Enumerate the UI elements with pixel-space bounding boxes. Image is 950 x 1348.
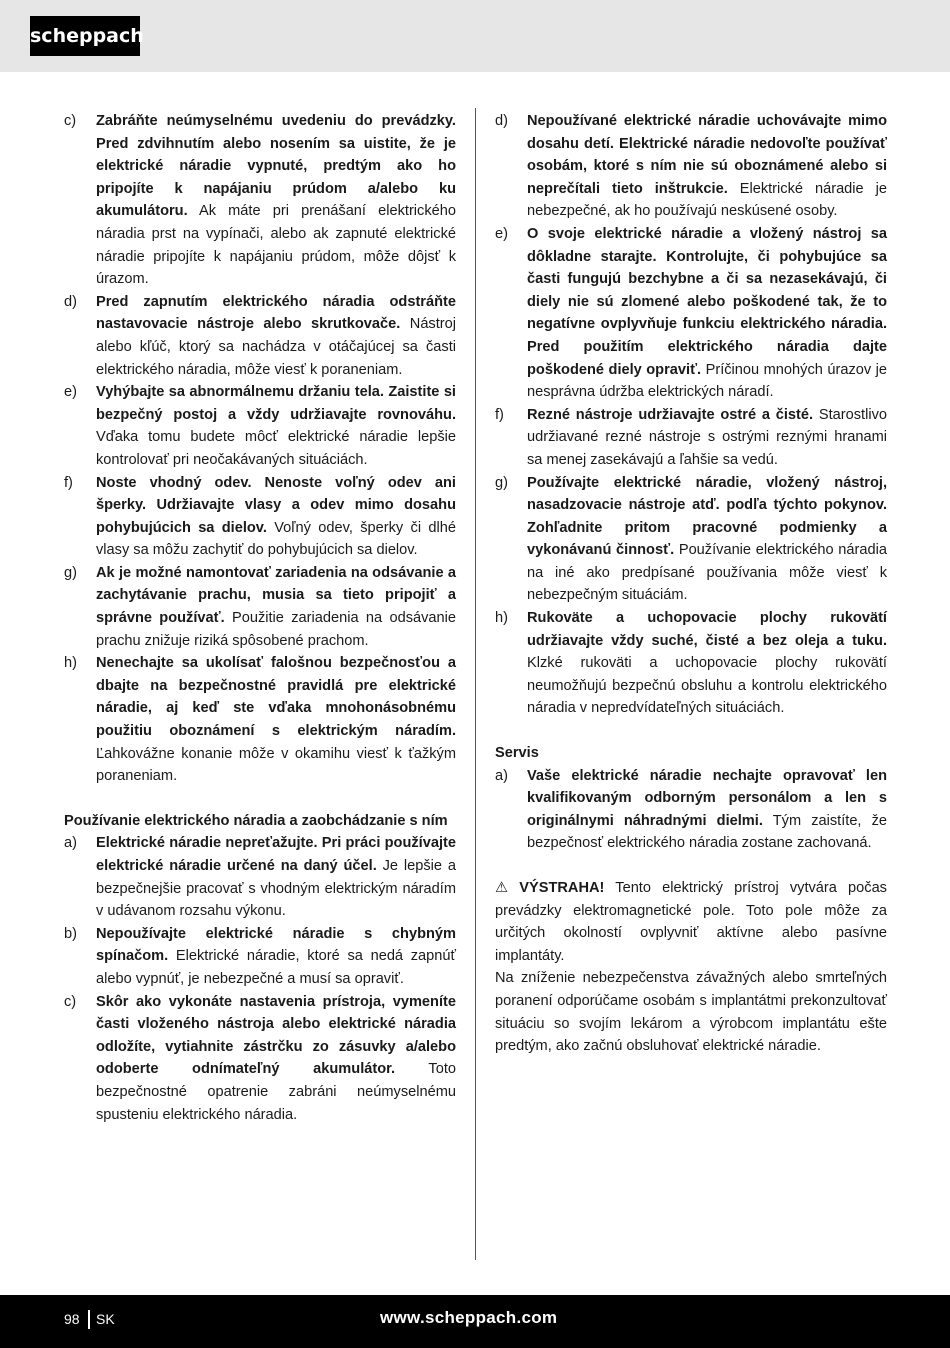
item-label: e) xyxy=(64,384,77,401)
page-number: 98 xyxy=(64,1311,80,1327)
list-item xyxy=(64,652,456,788)
list-item xyxy=(495,223,887,404)
item-body: Nenechajte sa ukolísať falošnou bezpečnosťou a dbajte na bezpečnostné pravidlá pre elektrické náradie, aj keď ste vďaka mnohonásobnému použitiu oboznámení s elektrickým náradím. Ľahkovážne konanie môže v okamihu viesť k ťažkým poraneniam. xyxy=(96,655,456,785)
list-item xyxy=(495,110,887,223)
list-item xyxy=(495,404,887,472)
list-item xyxy=(64,991,456,1127)
list-item xyxy=(64,923,456,991)
warning-triangle-icon: ⚠ xyxy=(495,880,509,896)
item-body: Vaše elektrické náradie nechajte opravovať len kvalifikovaným odborným personálom a len s originálnymi náhradnými dielmi. Tým zaistíte, že bezpečnosť elektrického náradia zostane zachovaná. xyxy=(527,767,887,852)
item-label: c) xyxy=(64,993,77,1010)
item-body: Rezné nástroje udržiavajte ostré a čisté. Starostlivo udržiavané rezné nástroje s ostrými reznými hranami sa menej zasekávajú a ľahšie sa vedú. xyxy=(527,406,888,468)
spacer xyxy=(495,855,887,877)
header-band xyxy=(0,0,950,72)
list-item xyxy=(495,765,887,855)
item-body: Zabráňte neúmyselnému uvedeniu do prevádzky. Pred zdvihnutím alebo nosením sa uistite, že je elektrické náradie vypnuté, predtým ako ho pripojíte k napájaniu prúdom a/alebo ku akumulátoru. Ak máte pri prenášaní elektrického náradia prst na vypínači, alebo ak zapnuté elektrické náradie pripojíte k napájaniu prúdom, môže dôjsť k úrazom. xyxy=(96,113,456,288)
item-label: g) xyxy=(64,564,77,581)
list-item xyxy=(64,472,456,562)
item-label: a) xyxy=(64,835,77,852)
left-column xyxy=(64,110,456,1126)
item-label: c) xyxy=(64,113,77,129)
item-body: Noste vhodný odev. Nenoste voľný odev ani šperky. Udržiavajte vlasy a odev mimo dosahu pohybujúcich sa dielov. Voľný odev, šperky či dlhé vlasy sa môžu zachytiť do pohybujúcich sa dielov. xyxy=(96,474,457,559)
item-label: h) xyxy=(495,610,508,627)
website-link[interactable]: www.scheppach.com xyxy=(380,1308,558,1327)
list-item xyxy=(495,607,887,720)
item-body: Ak je možné namontovať zariadenia na odsávanie a zachytávanie prachu, musia sa tieto pripojiť a správne používať. Použitie zariadenia na odsávanie prachu znižuje riziká spôsobené prachom. xyxy=(96,564,456,649)
item-body: Používajte elektrické náradie, vložený nástroj, nasadzovacie nástroje atď. podľa týchto pokynov. Zohľadnite pritom pracovné podmienky a vykonávanú činnosť. Používanie elektrického náradia na iné ako predpísané používania môže viesť k nebezpečným situáciám. xyxy=(527,474,887,604)
item-label: a) xyxy=(495,767,508,784)
spacer xyxy=(64,788,456,810)
item-body: Vyhýbajte sa abnormálnemu držaniu tela. Zaistite si bezpečný postoj a vždy udržiavajte rovnováhu. Vďaka tomu budete môcť elektrické náradie lepšie kontrolovať pri neočakávaných situáciách. xyxy=(96,384,456,468)
list-item xyxy=(64,110,456,291)
warning-paragraph-2: Na zníženie nebezpečenstva závažných alebo smrteľných poranení odporúčame osobám s implantátmi prekonzultovať situáciu so svojím lekárom a výrobcom implantátu ešte predtým, ako začnú obsluhovať elektrické náradie. xyxy=(495,970,887,1055)
item-body: Skôr ako vykonáte nastavenia prístroja, vymeníte časti vloženého nástroja alebo elektrické náradia odložíte, vytiahnite zástrčku zo zásuvky a/alebo odoberte odnímateľný akumulátor. Toto bezpečnostné opatrenie zabráni neúmyselnému spusteniu elektrického náradia. xyxy=(96,993,456,1123)
item-label: h) xyxy=(64,655,77,672)
scheppach-logo: scheppach xyxy=(30,16,140,56)
list-item xyxy=(64,291,456,381)
item-body: Nepoužívané elektrické náradie uchovávajte mimo dosahu detí. Elektrické náradie nedovoľte používať osobám, ktoré s ním nie sú oboznámené alebo si neprečítali tieto inštrukcie. Elektrické náradie je nebezpečné, ak ho používajú neskúsené osoby. xyxy=(527,113,887,220)
item-label: d) xyxy=(495,113,508,129)
item-body: Nepoužívajte elektrické náradie s chybným spínačom. Elektrické náradie, ktoré sa nedá zapnúť alebo vypnúť, je nebezpečné a musí sa opraviť. xyxy=(96,925,456,987)
warning-paragraph: ⚠ VÝSTRAHA! Tento elektrický prístroj vytvára počas prevádzky elektromagnetické pole. Toto pole môže za určitých okolností ovplyvniť aktívne alebo pasívne implantáty. xyxy=(495,877,887,967)
item-body: Pred zapnutím elektrického náradia odstráňte nastavovacie nástroje alebo skrutkovače. Nástroj alebo kľúč, ktorý sa nachádza v otáčajúcej sa časti elektrického náradia, môže viesť k poraneniam. xyxy=(96,293,456,378)
item-label: e) xyxy=(495,225,508,242)
list-item xyxy=(64,562,456,652)
item-label: f) xyxy=(495,406,504,423)
section-heading: Používanie elektrického náradia a zaobchádzanie s ním xyxy=(64,812,448,829)
item-label: g) xyxy=(495,474,508,491)
servis-heading: Servis xyxy=(495,745,539,762)
footer-separator xyxy=(88,1310,90,1329)
list-item xyxy=(64,832,456,922)
item-body: O svoje elektrické náradie a vložený nástroj sa dôkladne starajte. Kontrolujte, či pohybujúce sa časti fungujú bezchybne a či sa nezasekávajú, či diely nie sú zlomené alebo poškodené tak, že to negatívne ovplyvňuje funkciu elektrického náradia. Pred použitím elektrického náradia dajte poškodené diely opraviť. Príčinou mnohých úrazov je nesprávna údržba elektrických náradí. xyxy=(527,225,887,401)
item-label: b) xyxy=(64,925,77,942)
item-body: Rukoväte a uchopovacie plochy rukovätí udržiavajte vždy suché, čisté a bez oleja a tuku. Klzké rukoväti a uchopovacie plochy rukovätí neumožňujú bezpečnú obsluhu a kontrolu elektrického náradia v nepredvídateľných situáciách. xyxy=(527,610,887,717)
item-body: Elektrické náradie nepreťažujte. Pri práci používajte elektrické náradie určené na daný účel. Je lepšie a bezpečnejšie pracovať s vhodným elektrickým náradím v udávanom rozsahu výkonu. xyxy=(96,835,456,920)
column-divider xyxy=(475,108,476,1260)
item-label: d) xyxy=(64,293,77,310)
list-item xyxy=(495,472,887,608)
warning-label: VÝSTRAHA! xyxy=(519,880,605,896)
spacer xyxy=(495,720,887,742)
right-column xyxy=(495,110,887,1058)
item-label: f) xyxy=(64,474,73,491)
footer-bar xyxy=(0,1295,950,1348)
list-item xyxy=(64,381,456,471)
language-code: SK xyxy=(96,1311,115,1327)
